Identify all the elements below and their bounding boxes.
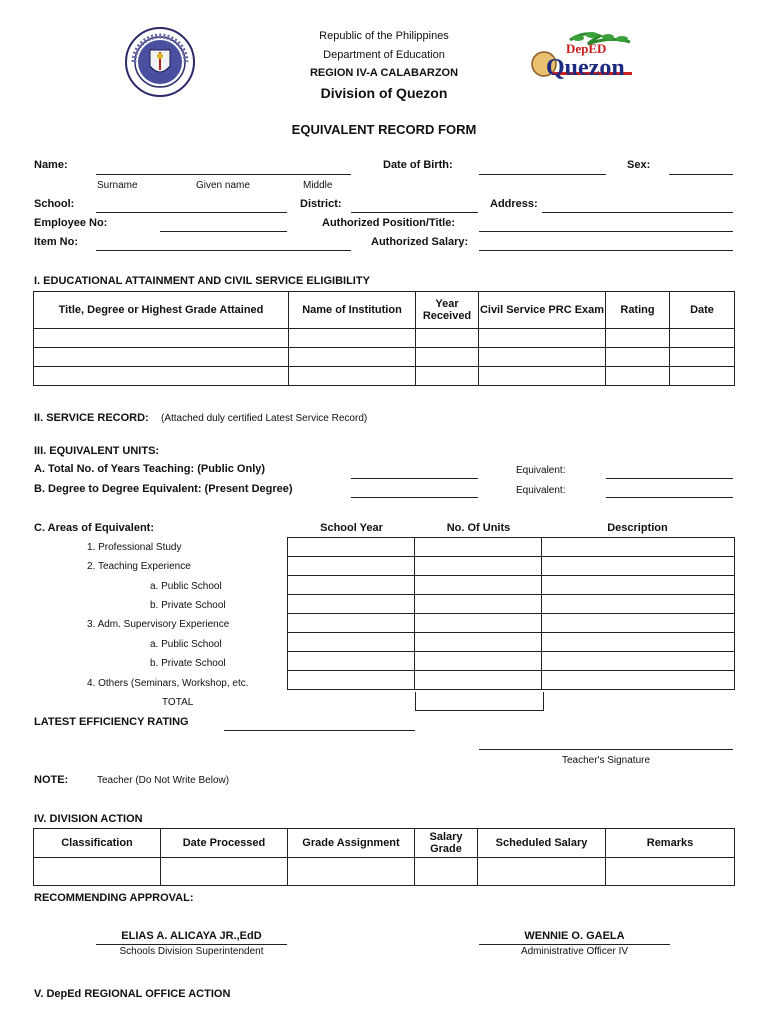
table-cell[interactable] — [415, 595, 542, 614]
table-row — [34, 329, 735, 348]
table-cell[interactable] — [415, 633, 542, 652]
table-cell[interactable] — [34, 329, 289, 348]
teacher-signature-caption: Teacher's Signature — [561, 755, 651, 766]
table-cell[interactable] — [415, 652, 542, 671]
table-cell[interactable] — [479, 348, 606, 367]
table-cell[interactable] — [288, 858, 415, 886]
area-teaching-private: b. Private School — [150, 600, 226, 611]
table-row — [34, 367, 735, 386]
area-supervisory-public: a. Public School — [150, 639, 222, 650]
table-cell[interactable] — [289, 367, 416, 386]
table-cell[interactable] — [288, 576, 415, 595]
table-cell[interactable] — [289, 348, 416, 367]
address-label: Address: — [490, 198, 538, 210]
signatory-1-line — [96, 944, 287, 945]
table-cell[interactable] — [34, 367, 289, 386]
header-line-division: Division of Quezon — [320, 85, 448, 101]
col-salary-grade: Salary Grade — [415, 829, 478, 858]
table-cell[interactable] — [478, 858, 606, 886]
degree-equivalent-field[interactable] — [351, 497, 478, 498]
areas-table — [287, 537, 735, 690]
efficiency-rating-label: LATEST EFFICIENCY RATING — [34, 716, 189, 728]
deped-seal — [124, 26, 196, 98]
table-cell[interactable] — [34, 858, 161, 886]
equivalent-field-b[interactable] — [606, 497, 733, 498]
col-description: Description — [607, 522, 668, 534]
table-row — [288, 557, 735, 576]
signatory-2-title: Administrative Officer IV — [520, 946, 629, 957]
table-row — [34, 858, 735, 886]
note-text: Teacher (Do Not Write Below) — [97, 775, 230, 786]
sex-field[interactable] — [669, 174, 733, 175]
col-remarks: Remarks — [606, 829, 735, 858]
education-table — [33, 291, 735, 386]
table-cell[interactable] — [415, 538, 542, 557]
table-cell[interactable] — [288, 595, 415, 614]
table-row — [288, 633, 735, 652]
table-cell[interactable] — [670, 367, 735, 386]
equivalent-field-a[interactable] — [606, 478, 733, 479]
table-cell[interactable] — [415, 858, 478, 886]
col-scheduled-salary: Scheduled Salary — [478, 829, 606, 858]
district-label: District: — [300, 198, 342, 210]
table-cell[interactable] — [34, 348, 289, 367]
section-1-title: I. EDUCATIONAL ATTAINMENT AND CIVIL SERVICE ELIGIBILITY — [34, 275, 370, 287]
col-year-received: Year Received — [416, 292, 479, 329]
given-name-caption: Given name — [196, 180, 250, 191]
table-cell[interactable] — [670, 329, 735, 348]
area-teaching-experience: 2. Teaching Experience — [87, 561, 191, 572]
area-supervisory-experience: 3. Adm. Supervisory Experience — [87, 619, 230, 630]
col-institution: Name of Institution — [289, 292, 416, 329]
signatory-2-line — [479, 944, 670, 945]
table-row — [34, 348, 735, 367]
col-school-year: School Year — [320, 522, 383, 534]
table-cell[interactable] — [288, 671, 415, 690]
table-cell[interactable] — [416, 367, 479, 386]
recommending-approval-label: RECOMMENDING APPROVAL: — [34, 892, 194, 904]
table-row — [288, 652, 735, 671]
table-cell[interactable] — [479, 329, 606, 348]
table-cell[interactable] — [288, 538, 415, 557]
school-label: School: — [34, 198, 75, 210]
signatory-1-name: ELIAS A. ALICAYA JR.,EdD — [121, 930, 262, 942]
section-4-title: IV. DIVISION ACTION — [34, 813, 143, 825]
table-cell[interactable] — [479, 367, 606, 386]
table-cell[interactable] — [542, 633, 735, 652]
equivalent-label-b: Equivalent: — [516, 485, 566, 496]
efficiency-rating-field[interactable] — [224, 730, 415, 731]
table-row — [288, 538, 735, 557]
section-3-title: III. EQUIVALENT UNITS: — [34, 445, 160, 457]
col-civil-service: Civil Service PRC Exam — [479, 292, 606, 329]
table-cell[interactable] — [288, 652, 415, 671]
col-no-of-units: No. Of Units — [446, 522, 511, 534]
table-cell[interactable] — [542, 671, 735, 690]
table-row — [288, 614, 735, 633]
table-row — [288, 576, 735, 595]
header-line-republic: Republic of the Philippines — [319, 30, 449, 42]
table-cell[interactable] — [415, 671, 542, 690]
division-action-table — [33, 828, 735, 886]
section-2-title: II. SERVICE RECORD: — [34, 412, 149, 424]
table-cell[interactable] — [415, 557, 542, 576]
employee-no-field[interactable] — [160, 231, 287, 232]
table-cell[interactable] — [606, 329, 670, 348]
address-field[interactable] — [542, 212, 733, 213]
col-date-processed: Date Processed — [161, 829, 288, 858]
years-teaching-label: A. Total No. of Years Teaching: (Public Only) — [34, 463, 266, 475]
item-no-field[interactable] — [96, 250, 351, 251]
table-cell[interactable] — [606, 348, 670, 367]
table-cell[interactable] — [542, 538, 735, 557]
section-5-title: V. DepEd REGIONAL OFFICE ACTION — [34, 988, 231, 1000]
form-title: EQUIVALENT RECORD FORM — [291, 122, 477, 137]
item-no-label: Item No: — [34, 236, 78, 248]
salary-label: Authorized Salary: — [371, 236, 469, 248]
surname-caption: Surname — [97, 180, 138, 191]
district-field[interactable] — [351, 212, 478, 213]
position-field[interactable] — [479, 231, 733, 232]
middle-caption: Middle — [303, 180, 333, 191]
logo-text-deped: DepED — [566, 41, 607, 56]
table-cell[interactable] — [542, 652, 735, 671]
col-rating: Rating — [606, 292, 670, 329]
name-field[interactable] — [96, 174, 351, 175]
area-teaching-public: a. Public School — [150, 581, 222, 592]
logo-text-quezon: Quezon — [546, 55, 625, 81]
years-teaching-field[interactable] — [351, 478, 478, 479]
table-cell[interactable] — [416, 348, 479, 367]
table-cell[interactable] — [542, 614, 735, 633]
table-cell[interactable] — [606, 858, 735, 886]
area-supervisory-private: b. Private School — [150, 658, 226, 669]
table-cell[interactable] — [542, 557, 735, 576]
areas-of-equivalent-label: C. Areas of Equivalent: — [34, 522, 155, 534]
equivalent-label-a: Equivalent: — [516, 465, 566, 476]
table-cell[interactable] — [288, 557, 415, 576]
table-cell[interactable] — [670, 348, 735, 367]
col-date: Date — [670, 292, 735, 329]
table-cell[interactable] — [542, 595, 735, 614]
degree-equivalent-label: B. Degree to Degree Equivalent: (Present Degree) — [34, 483, 293, 495]
header-line-region: REGION IV-A CALABARZON — [309, 67, 459, 79]
sex-label: Sex: — [627, 159, 651, 171]
signatory-2-name: WENNIE O. GAELA — [524, 930, 625, 942]
teacher-signature-line[interactable] — [479, 749, 733, 750]
col-grade-assignment: Grade Assignment — [288, 829, 415, 858]
table-cell[interactable] — [289, 329, 416, 348]
table-cell[interactable] — [542, 576, 735, 595]
header-line-department: Department of Education — [323, 49, 445, 61]
table-row — [288, 595, 735, 614]
total-units-cell[interactable] — [415, 692, 544, 711]
table-cell[interactable] — [288, 614, 415, 633]
dob-field[interactable] — [479, 174, 606, 175]
table-cell[interactable] — [416, 329, 479, 348]
col-classification: Classification — [34, 829, 161, 858]
table-cell[interactable] — [161, 858, 288, 886]
employee-no-label: Employee No: — [34, 217, 108, 229]
signatory-1-title: Schools Division Superintendent — [119, 946, 264, 957]
school-field[interactable] — [96, 212, 287, 213]
table-row — [288, 671, 735, 690]
service-record-note: (Attached duly certified Latest Service Record) — [161, 413, 368, 424]
table-cell[interactable] — [415, 614, 542, 633]
dob-label: Date of Birth: — [383, 159, 453, 171]
area-others: 4. Others (Seminars, Workshop, etc. — [87, 678, 249, 689]
area-professional-study: 1. Professional Study — [87, 542, 182, 553]
note-label: NOTE: — [34, 774, 69, 786]
position-label: Authorized Position/Title: — [322, 217, 456, 229]
salary-field[interactable] — [479, 250, 733, 251]
area-total-label: TOTAL — [162, 697, 194, 708]
table-cell[interactable] — [288, 633, 415, 652]
table-cell[interactable] — [415, 576, 542, 595]
col-title-degree: Title, Degree or Highest Grade Attained — [34, 292, 289, 329]
name-label: Name: — [34, 159, 68, 171]
table-cell[interactable] — [606, 367, 670, 386]
